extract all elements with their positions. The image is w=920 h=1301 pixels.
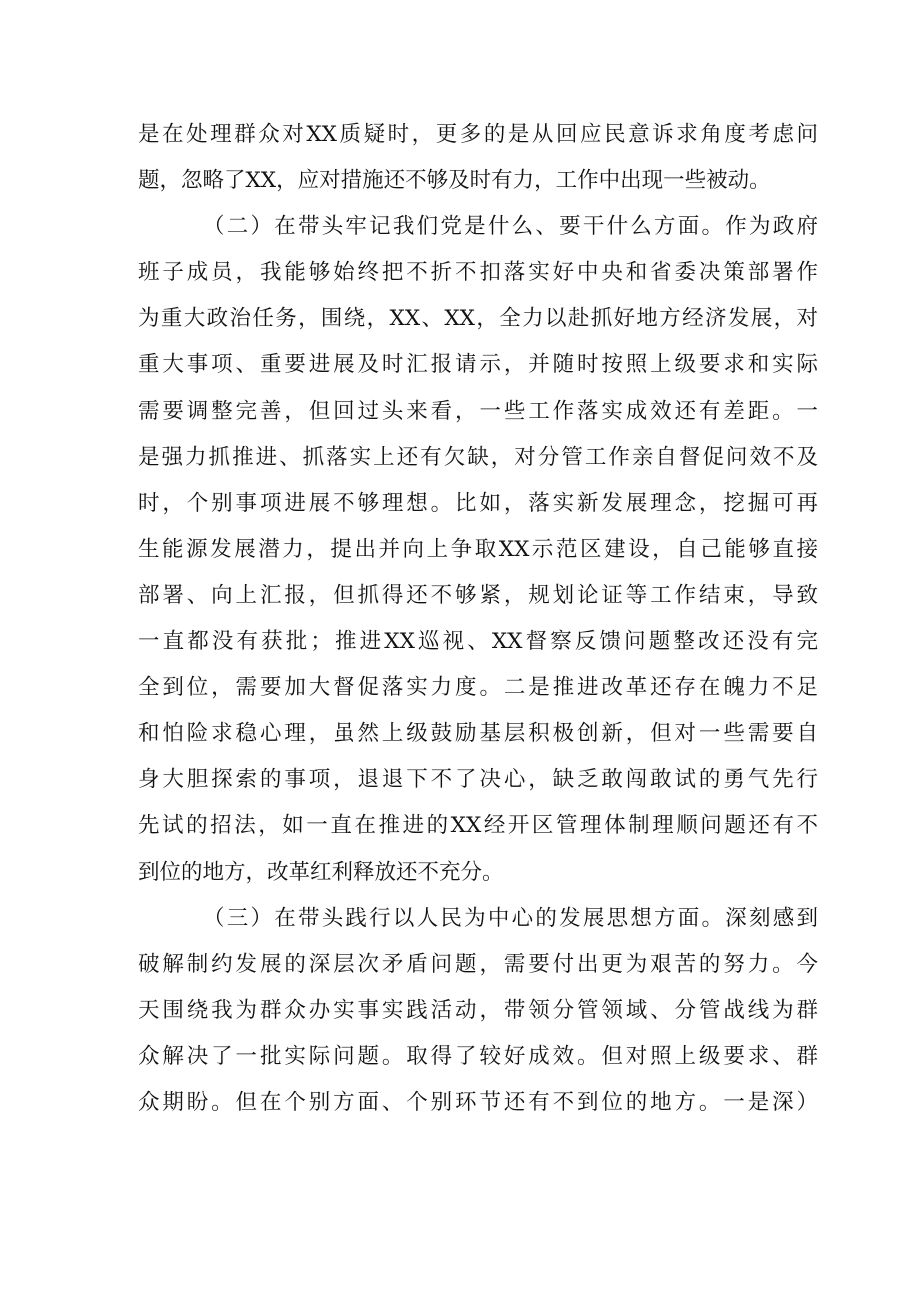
text-line: 是在处理群众对XX质疑时，更多的是从回应民意诉求角度考虑问 [138, 122, 818, 147]
text-line: 一直都没有获批；推进XX巡视、XX督察反馈问题整改还没有完 [138, 629, 818, 655]
text-line: 是强力抓推进、抓落实上还有欠缺，对分管工作亲自督促问效不及 [138, 444, 818, 470]
text-line: 全到位，需要加大督促落实力度。二是推进改革还存在魄力不足 [138, 675, 818, 701]
text-line: 和怕险求稳心理，虽然上级鼓励基层积极创新，但对一些需要自 [138, 721, 818, 747]
paragraph-2 [138, 204, 818, 895]
paragraph-heading-line: （二）在带头牢记我们党是什么、要干什么方面。作为政府 [203, 214, 818, 240]
text-line: 身大胆探索的事项，退退下不了决心，缺乏敢闯敢试的勇气先行 [138, 767, 818, 793]
text-line: 到位的地方，改革红利释放还不充分。 [138, 859, 504, 885]
paragraph-heading-line: （三）在带头践行以人民为中心的发展思想方面。深刻感到 [203, 905, 818, 931]
text-line: 时，个别事项进展不够理想。比如，落实新发展理念，挖掘可再 [138, 490, 818, 516]
paragraph-1 [138, 112, 818, 204]
text-line: 部署、向上汇报，但抓得还不够紧，规划论证等工作结束，导致 [138, 582, 818, 608]
document-body [138, 112, 818, 1126]
text-line: 班子成员，我能够始终把不折不扣落实好中央和省委决策部署作 [138, 260, 818, 286]
text-line: 众期盼。但在个别方面、个别环节还有不到位的地方。一是深） [138, 1089, 818, 1115]
text-line: 需要调整完善，但回过头来看，一些工作落实成效还有差距。一 [138, 398, 818, 424]
text-line: 众解决了一批实际问题。取得了较好成效。但对照上级要求、群 [138, 1043, 818, 1069]
text-line: 先试的招法，如一直在推进的XX经开区管理体制理顺问题还有不 [138, 813, 818, 839]
text-line: 天围绕我为群众办实事实践活动，带领分管领域、分管战线为群 [138, 997, 818, 1023]
text-line: 重大事项、重要进展及时汇报请示，并随时按照上级要求和实际 [138, 352, 818, 378]
paragraph-3 [138, 896, 818, 1126]
text-line: 生能源发展潜力，提出并向上争取XX示范区建设，自己能够直接 [138, 536, 818, 562]
text-line: 题，忽略了XX，应对措施还不够及时有力，工作中出现一些被动。 [138, 168, 771, 194]
text-line: 为重大政治任务，围绕，XX、XX，全力以赴抓好地方经济发展，对 [138, 306, 818, 332]
text-line: 破解制约发展的深层次矛盾问题，需要付出更为艰苦的努力。今 [138, 951, 818, 977]
